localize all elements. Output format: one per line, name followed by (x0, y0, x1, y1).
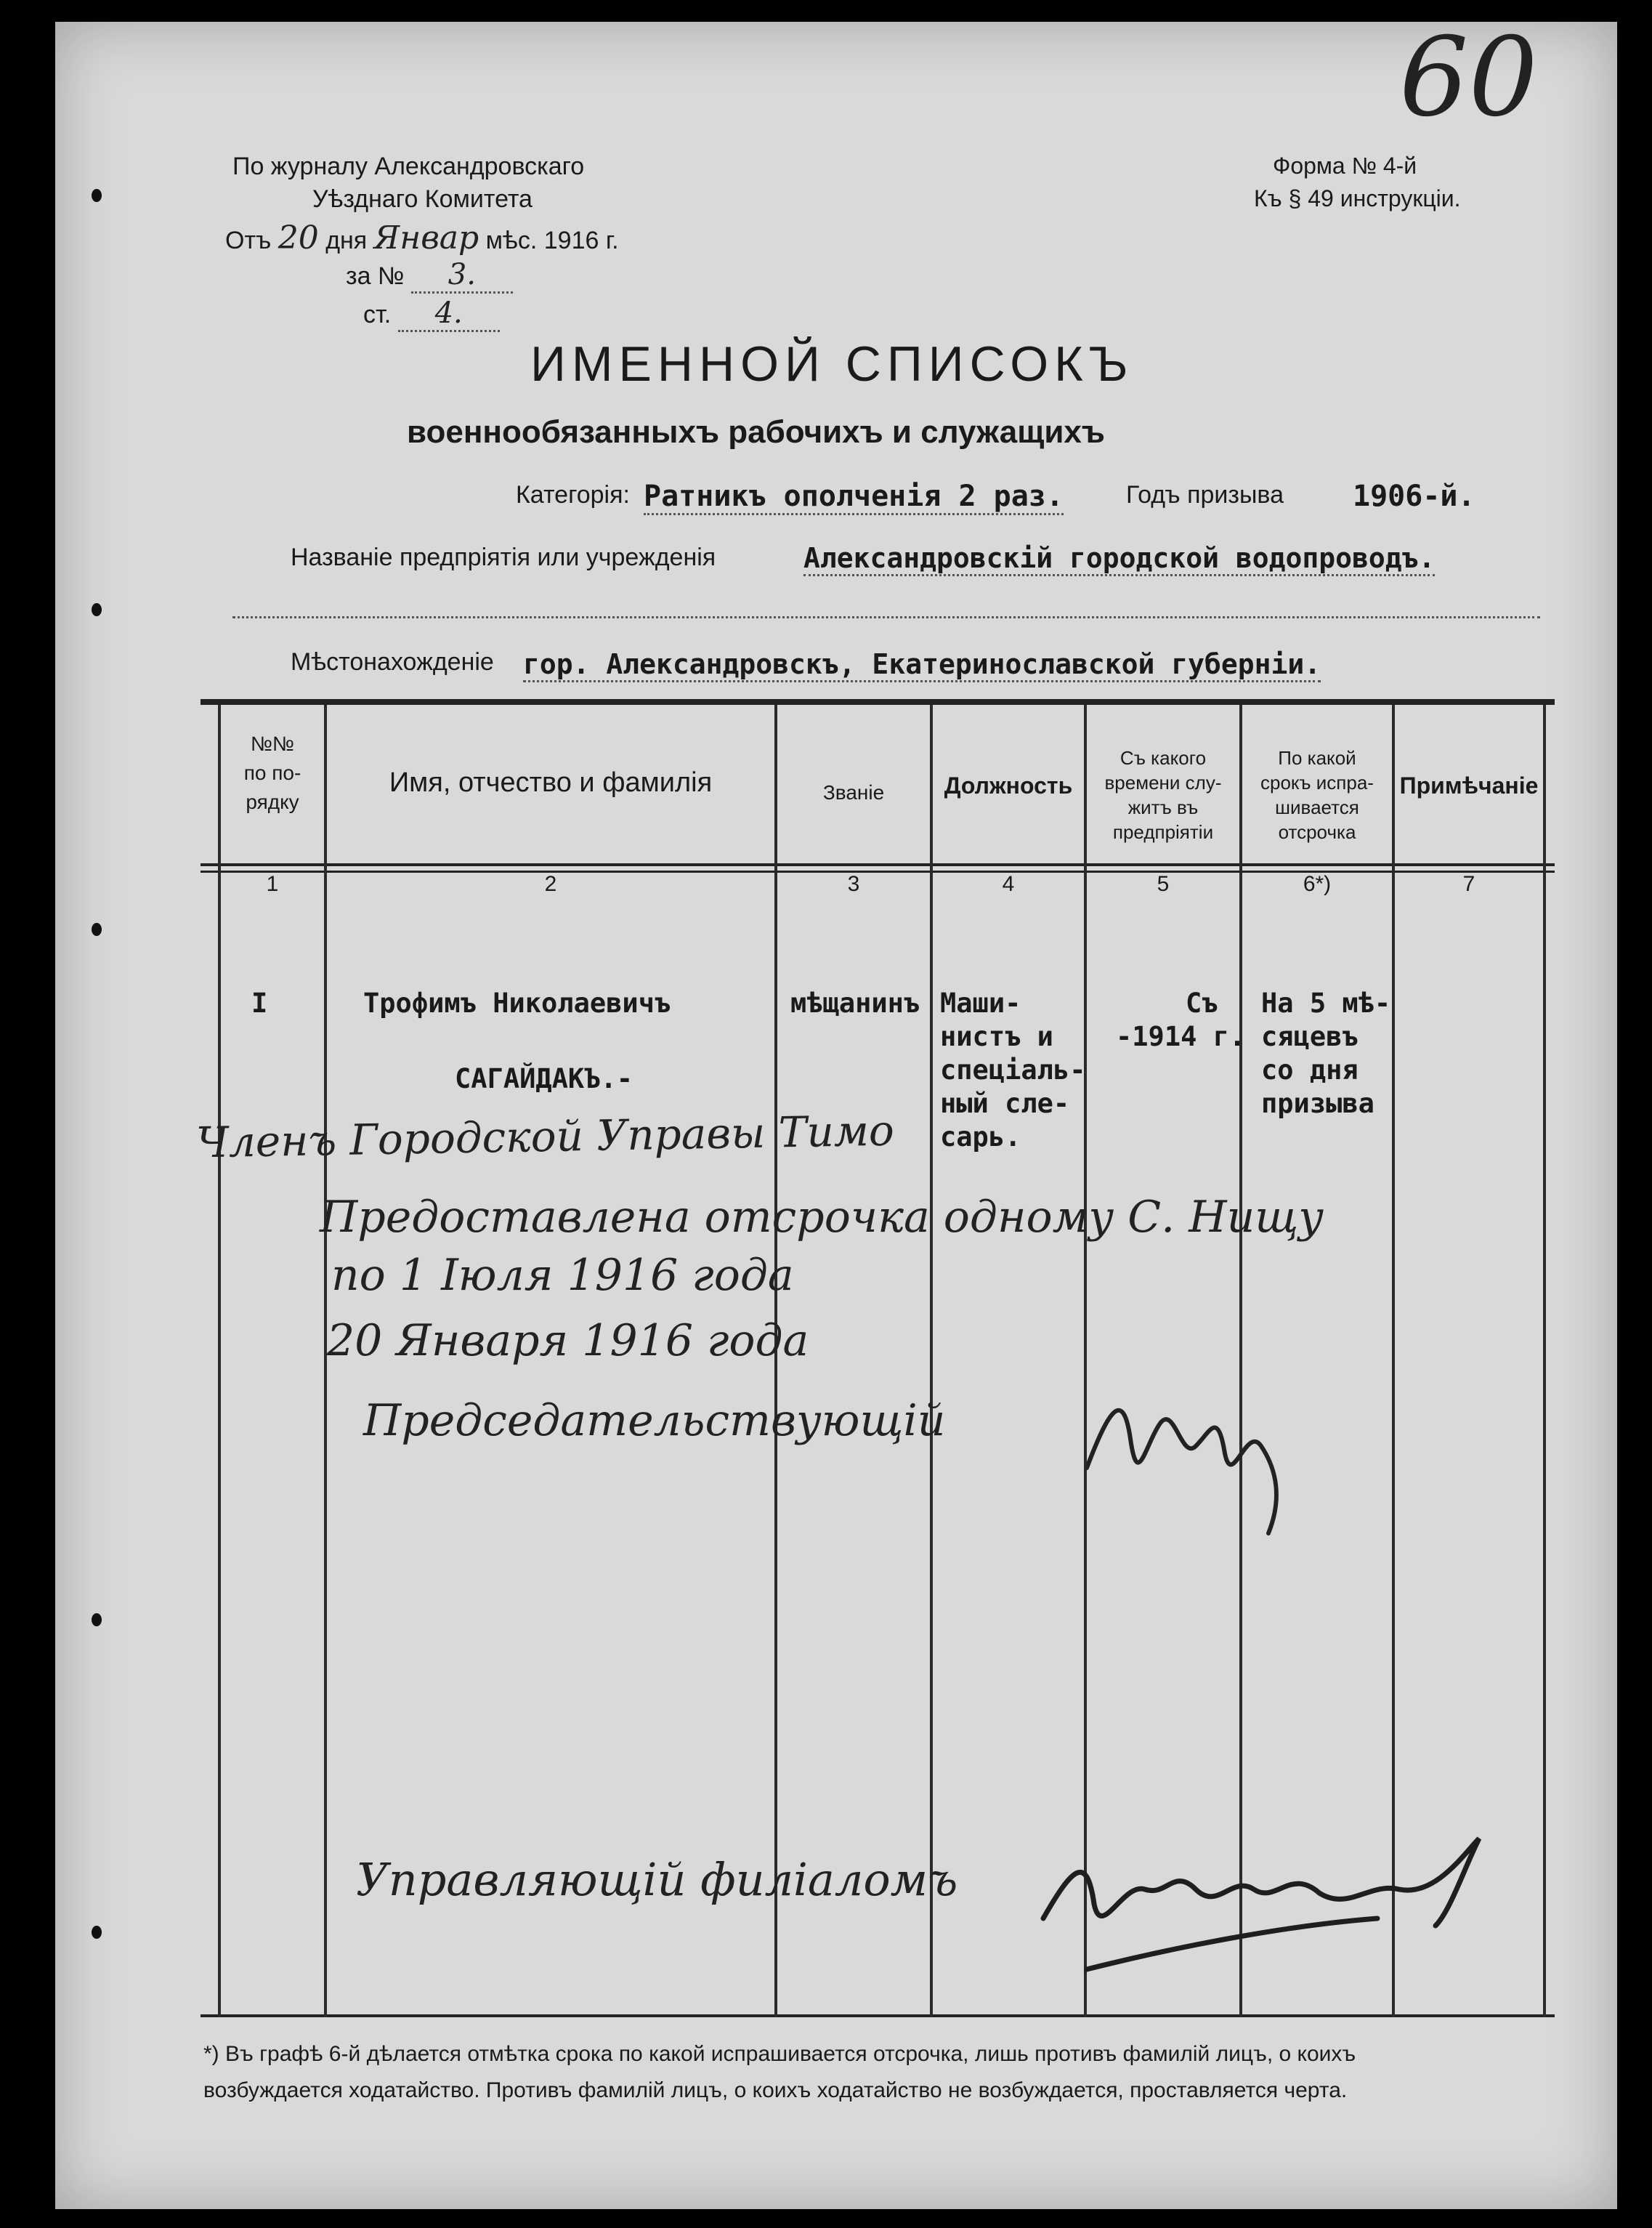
col-divider (1543, 705, 1546, 2017)
handwritten-note-6: Управляющій филіаломъ (356, 1853, 958, 1906)
year-value: 1906-й. (1353, 480, 1475, 513)
punch-hole (92, 1613, 102, 1626)
col-number-5: 5 (1157, 872, 1170, 896)
header-col-5-line: времени слу- (1104, 772, 1222, 794)
col-number-4: 4 (1002, 872, 1015, 896)
date-month: Январ (373, 219, 479, 257)
row-surname: САГАЙДАКЪ.- (455, 1063, 633, 1094)
handwritten-note-4: 20 Января 1916 года (327, 1315, 809, 1366)
row-rank: мѣщанинъ (790, 988, 920, 1019)
punch-hole (92, 189, 102, 202)
header-col-6-line: По какой (1278, 747, 1356, 769)
article-label: ст. (363, 301, 392, 328)
header-col-2-line: Имя, отчество и фамилія (389, 767, 713, 798)
header-col-6-line: срокъ испра- (1260, 772, 1374, 794)
footnote-line-1: *) Въ графѣ 6-й дѣлается отмѣтка срока по какой испрашивается отсрочка, лишь противъ фамилій лицъ, о коихъ (203, 2042, 1356, 2066)
category-value: Ратникъ ополченія 2 раз. (644, 480, 1064, 515)
header-col-1 (221, 730, 324, 817)
enterprise-label: Названіе предпріятія или учрежденія (291, 544, 716, 571)
col-divider (1392, 705, 1395, 2017)
handwritten-note-1: Членъ Городской Управы Тимо (195, 1105, 895, 1168)
header-col-6 (1242, 746, 1392, 844)
punch-hole (92, 923, 102, 936)
table-header-divider (201, 863, 1555, 866)
number-label: за № (346, 262, 405, 290)
page-subtitle: военнообязанныхъ рабочихъ и служащихъ (407, 414, 1105, 450)
col-divider (218, 705, 221, 2017)
header-col-7-line: Примѣчаніе (1399, 772, 1539, 799)
header-col-5-line: предпріятіи (1112, 821, 1214, 843)
page-number: 60 (1399, 15, 1538, 141)
row-position (940, 987, 1085, 1154)
row-position-line: нистъ и (940, 1021, 1053, 1052)
col-divider (1084, 705, 1087, 2017)
row-position-line: спеціаль- (940, 1054, 1086, 1086)
journal-line-2: Уѣзднаго Комитета (312, 185, 533, 213)
handwritten-note-2: Предоставлена отсрочка одному С. Нищу (320, 1192, 1324, 1243)
punch-hole (92, 1926, 102, 1939)
handwritten-note-3: по 1 Іюля 1916 года (331, 1250, 794, 1301)
page-title: ИМЕННОЙ СПИСОКЪ (530, 336, 1134, 392)
category-label: Категорія: (516, 481, 630, 509)
header-col-4-line: Должность (944, 772, 1073, 799)
header-col-4 (933, 773, 1084, 798)
row-term-line: На 5 мѣ- (1261, 988, 1391, 1019)
row-since-line: -1914 г. (1116, 1021, 1246, 1052)
separator-dotted (232, 616, 1540, 618)
number-line (346, 258, 513, 294)
col-number-6: 6*) (1303, 872, 1332, 896)
row-position-line: сарь. (940, 1121, 1021, 1153)
header-col-6-line: отсрочка (1278, 821, 1356, 843)
instruction-ref: Къ § 49 инструкціи. (1254, 185, 1461, 211)
row-position-line: ный сле- (940, 1088, 1070, 1119)
article-line (363, 296, 500, 332)
header-col-6-line: шивается (1275, 796, 1359, 818)
col-number-3: 3 (847, 872, 860, 896)
table-top-border (201, 699, 1555, 705)
row-deferral-term (1261, 987, 1390, 1121)
signature-2 (1029, 1824, 1494, 1984)
row-since-line: Съ (1186, 988, 1218, 1019)
header-col-5-line: Съ какого (1119, 747, 1207, 769)
header-col-5 (1087, 746, 1239, 844)
document-page (55, 15, 1617, 2209)
header-col-2 (327, 767, 774, 798)
col-divider (1239, 705, 1242, 2017)
date-suffix: мѣс. 1916 г. (485, 227, 619, 254)
header-col-5-line: житъ въ (1127, 796, 1199, 818)
footnote-line-2: возбуждается ходатайство. Противъ фамилій лицъ, о коихъ ходатайство не возбуждается, проставляется черта. (203, 2078, 1348, 2102)
handwritten-note-5: Председательствующій (363, 1395, 946, 1446)
number-value: 3. (411, 258, 513, 294)
col-number-7: 7 (1462, 872, 1475, 896)
date-mid: дня (325, 227, 368, 254)
header-col-3 (777, 780, 930, 805)
row-position-line: Маши- (940, 988, 1021, 1019)
year-label: Годъ призыва (1126, 481, 1284, 509)
location-label: Мѣстонахожденіе (291, 648, 494, 676)
col-number-2: 2 (544, 872, 557, 896)
row-term-line: призыва (1261, 1088, 1374, 1119)
signature-1 (1080, 1381, 1312, 1548)
date-line (225, 219, 619, 257)
row-since (1116, 987, 1245, 1054)
col-divider (930, 705, 933, 2017)
punch-hole (92, 603, 102, 616)
location-value: гор. Александровскъ, Екатеринославской губерніи. (523, 648, 1321, 682)
enterprise-value: Александровскій городской водопроводъ. (803, 542, 1435, 576)
journal-line-1: По журналу Александровскаго (232, 153, 585, 180)
row-number: I (251, 988, 268, 1019)
row-name: Трофимъ Николаевичъ (363, 988, 671, 1019)
article-value: 4. (398, 296, 500, 332)
header-col-7 (1395, 773, 1543, 798)
table-bottom-border (201, 2014, 1555, 2017)
date-day: 20 (278, 219, 319, 257)
header-col-1-line: по по- (243, 762, 301, 784)
date-prefix: Отъ (225, 227, 272, 254)
form-number: Форма № 4-й (1273, 153, 1417, 179)
header-col-1-line: №№ (250, 732, 295, 755)
header-col-3-line: Званіе (822, 781, 885, 804)
col-number-1: 1 (266, 872, 279, 896)
row-term-line: со дня (1261, 1054, 1359, 1086)
row-term-line: сяцевъ (1261, 1021, 1359, 1052)
header-col-1-line: рядку (246, 791, 299, 813)
